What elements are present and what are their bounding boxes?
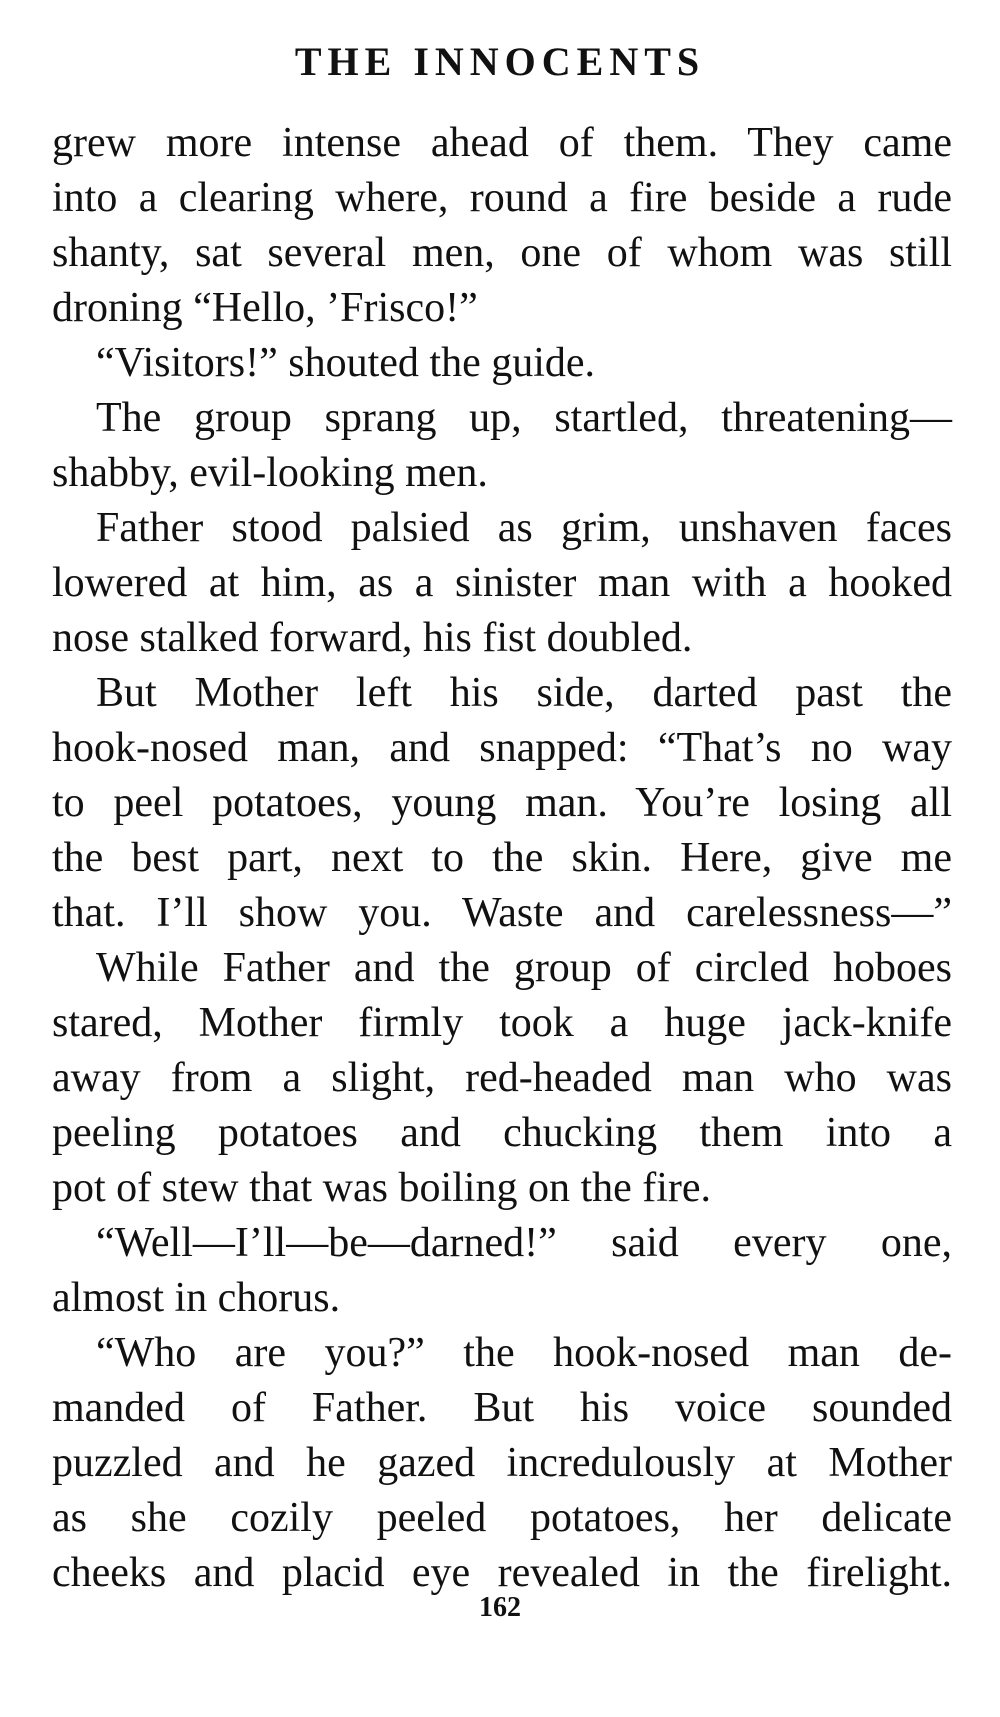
text-line: the best part, next to the skin. Here, give me: [52, 835, 952, 881]
text-line: While Father and the group of circled hoboes: [96, 945, 952, 991]
text-line: nose stalked forward, his fist doubled.: [52, 615, 693, 661]
running-head: THE INNOCENTS: [294, 39, 706, 84]
text-line: stared, Mother firmly took a huge jack-knife: [52, 1000, 952, 1046]
text-line: manded of Father. But his voice sounded: [52, 1385, 952, 1431]
text-line: pot of stew that was boiling on the fire.: [52, 1165, 712, 1211]
text-line: grew more intense ahead of them. They came: [52, 120, 952, 166]
text-line: to peel potatoes, young man. You’re losing all: [52, 780, 952, 826]
text-line: cheeks and placid eye revealed in the firelight.: [52, 1550, 952, 1596]
text-line: shanty, sat several men, one of whom was still: [52, 230, 952, 276]
text-line: puzzled and he gazed incredulously at Mother: [52, 1440, 952, 1486]
text-line: The group sprang up, startled, threatening—: [96, 395, 952, 441]
text-line: away from a slight, red-headed man who was: [52, 1055, 952, 1101]
text-line: hook-nosed man, and snapped: “That’s no way: [52, 725, 952, 771]
text-line: “Who are you?” the hook-nosed man de-: [96, 1330, 952, 1376]
text-line: into a clearing where, round a fire beside a rude: [52, 175, 952, 221]
text-line: lowered at him, as a sinister man with a hooked: [52, 560, 952, 606]
text-line: droning “Hello, ’Frisco!”: [52, 285, 478, 331]
page-number: 162: [479, 1592, 521, 1623]
text-line: shabby, evil-looking men.: [52, 450, 488, 496]
text-line: “Well—I’ll—be—darned!” said every one,: [96, 1220, 952, 1266]
text-line: Father stood palsied as grim, unshaven faces: [96, 505, 952, 551]
body-text: [52, 116, 952, 1601]
text-line: as she cozily peeled potatoes, her delicate: [52, 1495, 952, 1541]
text-line: that. I’ll show you. Waste and carelessness—”: [52, 890, 952, 936]
text-line: almost in chorus.: [52, 1275, 341, 1321]
text-line: peeling potatoes and chucking them into a: [52, 1110, 952, 1156]
text-line: But Mother left his side, darted past the: [96, 670, 952, 716]
text-line: “Visitors!” shouted the guide.: [96, 340, 596, 386]
